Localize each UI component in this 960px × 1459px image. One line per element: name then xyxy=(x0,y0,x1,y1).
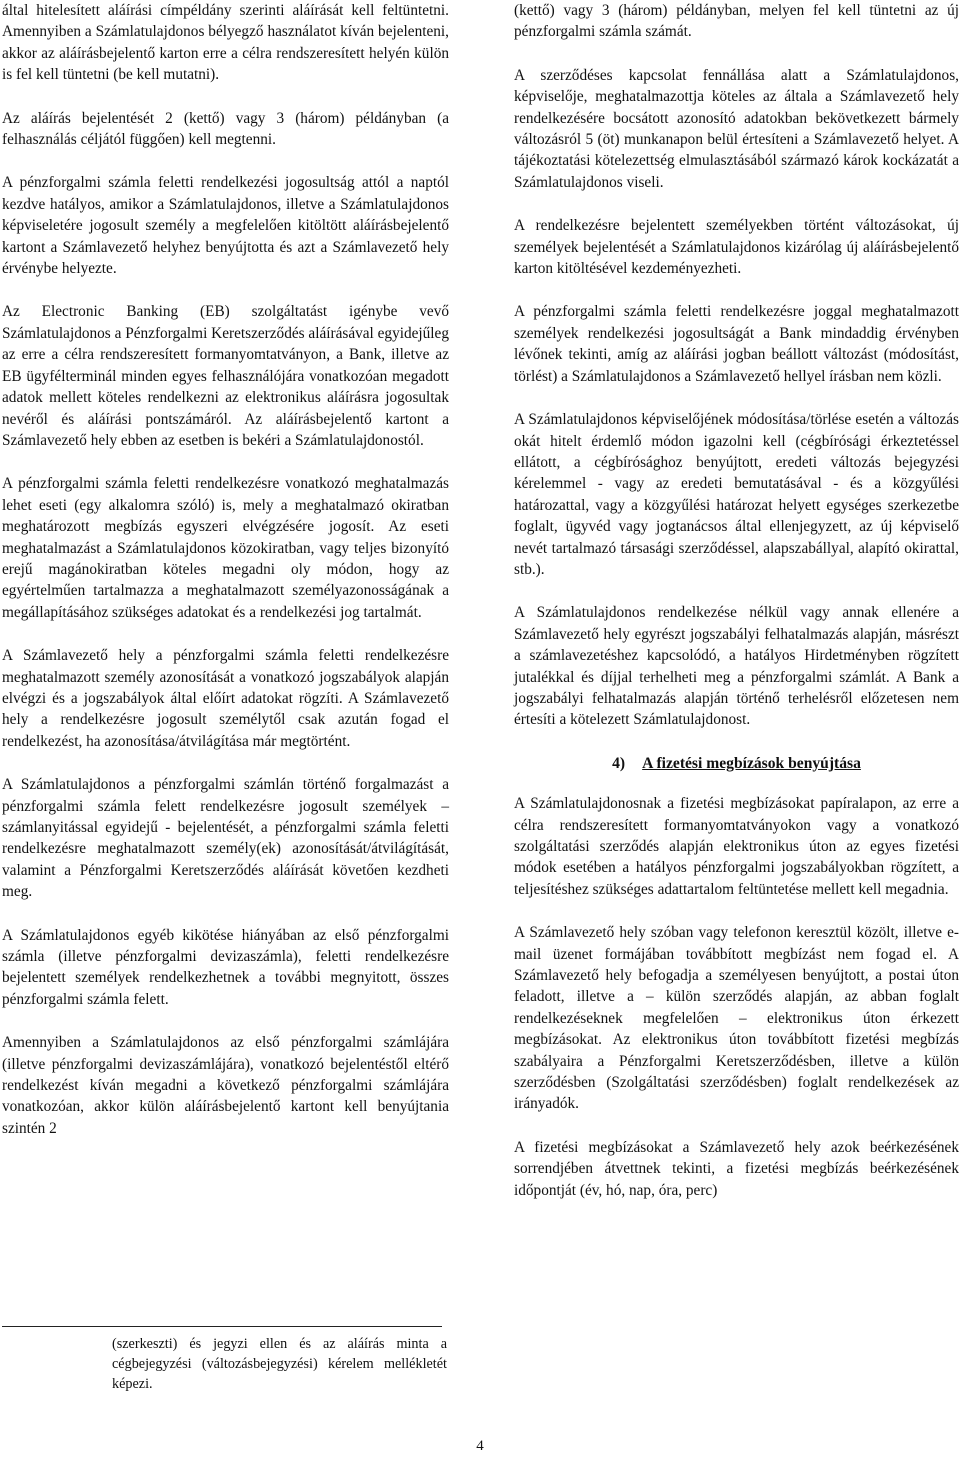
paragraph: A Számlatulajdonos egyéb kikötése hiányában az első pénzforgalmi számla (illetve pénzforgalmi devizaszámla), feletti rendelkezésre bejelentett személyek rendelkezhetnek a további megnyitott, összes pénzforgalmi számla felett. xyxy=(2,926,449,1008)
right-column xyxy=(514,0,959,1223)
footnote: (szerkeszti) és jegyzi ellen és az aláírás minta a cégbejegyzési (változásbejegyzési) kérelem mellékletét képezi. xyxy=(112,1336,447,1392)
paragraph: A pénzforgalmi számla feletti rendelkezésre vonatkozó meghatalmazás lehet eseti (egy alkalomra szóló) is, mely a meghatalmazó okiratban meghatározott megbízás egyszeri elvégzésére jogosít. Az eseti meghatalmazást a Számlatulajdonos közokiratban, vagy teljes bizonyító erejű magánokiratban köteles megadni oly módon, hogy az egyértelműen tartalmazza a meghatalmazott személyazonosságának a megállapításához szükséges adatokat és a rendelkezési jog tartalmát. xyxy=(2,475,449,621)
paragraph: A rendelkezésre bejelentett személyekben történt változásokat, új személyek bejelentését a Számlatulajdonos kizárólag új aláírásbejelentő karton kitöltésével kezdeményezheti. xyxy=(514,217,959,278)
left-column xyxy=(2,0,449,1161)
paragraph: A pénzforgalmi számla feletti rendelkezésre joggal meghatalmazott személyek rendelkezési jogosultságát a Bank mindaddig érvényben lévőnek tekinti, amíg az aláírási jogban beállott változást (módosítást, törlést) a Számlatulajdonos a Számlavezető hellyel írásban nem közli. xyxy=(514,303,959,385)
paragraph: A Számlatulajdonos rendelkezése nélkül vagy annak ellenére a Számlavezető hely egyrészt jogszabályi felhatalmazás alapján, másrészt a számlavezetéshez kapcsolódó, a hatályos Hirdetményben rögzített jutalékkal és díjjal terhelheti meg a pénzforgalmi számlát. A Bank a jogszabályi felhatalmazás alapján történő terhelésről előzetesen nem értesíti a kötelezett Számlatulajdonost. xyxy=(514,604,959,729)
paragraph: Amennyiben a Számlatulajdonos az első pénzforgalmi számlájára (illetve pénzforgalmi devizaszámlájára), vonatkozó bejelentéstől eltérő rendelkezést kíván megadni a következő pénzforgalmi számlájára vonatkozóan, akkor külön aláírásbejelentő kartont kell benyújtania szintén 2 xyxy=(2,1034,449,1137)
paragraph: Az Electronic Banking (EB) szolgáltatást igénybe vevő Számlatulajdonos a Pénzforgalmi Keretszerződés aláírásával egyidejűleg az erre a célra rendszeresített formanyomtatványon, a Bank, illetve az EB ügyfélterminál minden egyes felhasználójára vonatkozóan megadott adatok mellett köteles rendelkezni az elektronikus aláírásra jogosultak nevéről és aláírási pontszámáról. Az aláírásbejelentő kartont a Számlavezető hely ebben az esetben is bekéri a Számlatulajdonostól. xyxy=(2,303,449,449)
paragraph: által hitelesített aláírási címpéldány szerinti aláírását kell feltüntetni. Amennyiben a Számlatulajdonos bélyegző használatot kíván bejelenteni, akkor az aláírásbejelentő karton erre a célra rendszeresített helyén külön is fel kell tüntetni (be kell mutatni). xyxy=(2,2,449,84)
paragraph: A fizetési megbízásokat a Számlavezető hely azok beérkezésének sorrendjében átvettnek tekinti, a fizetési megbízás beérkezésének időpontját (év, hó, nap, óra, perc) xyxy=(514,1138,959,1199)
paragraph: A Számlavezető hely szóban vagy telefonon keresztül közölt, illetve e-mail üzenet formájában továbbított megbízást nem fogad el. A Számlavezető hely befogadja a személyesen benyújtott, a postai úton feladott, illetve a – külön szerződés alapján, az abban foglalt rendelkezéseknek megfelelően – elektronikus úton érkezett megbízásokat. Az elektronikus úton továbbított fizetési megbízás szabályaira a Pénzforgalmi Keretszerződésben, illetve a külön szerződésben (Szolgáltatási szerződésben) foglalt rendelkezések az irányadók. xyxy=(514,924,959,1113)
paragraph: A pénzforgalmi számla feletti rendelkezési jogosultság attól a naptól kezdve hatályos, amikor a Számlatulajdonos, illetve a Számlatulajdonos képviseletére jogosult személy a megfelelően kitöltött aláírásbejelentő kartont a Számlavezető helyhez benyújtotta és azt a Számlavezető hely érvénybe helyezte. xyxy=(2,174,449,278)
paragraph: Az aláírás bejelentését 2 (kettő) vagy 3 (három) példányban (a felhasználás céljától függően) kell megtenni. xyxy=(2,109,449,149)
paragraph: (kettő) vagy 3 (három) példányban, melyen fel kell tüntetni az új pénzforgalmi számla számát. xyxy=(514,2,959,41)
paragraph: A Számlatulajdonos képviselőjének módosítása/törlése esetén a változás okát hitelt érdemlő módon igazolni kell (cégbírósági érkeztetéssel ellátott, a cégbírósághoz benyújtott, eredeti változás bejegyzési kérelemmel - vagy az eredeti bemutatásával - és a közgyűlési határozattal, vagy a közgyűlési határozat helyett egységes szerkezetbe foglalt, ügyvéd vagy jogtanácsos által ellenjegyzett, az új képviselő nevét tartalmazó társasági szerződéssel, alapszabállyal, alapító okirattal, stb.). xyxy=(514,411,959,578)
section-heading xyxy=(514,753,959,774)
section-title: A fizetési megbízások benyújtása xyxy=(642,754,861,772)
paragraph: A Számlatulajdonos a pénzforgalmi számlán történő forgalmazást a pénzforgalmi számla felett rendelkezésre jogosult személyek – számlanyitással egyidejű - bejelentését, a pénzforgalmi számla feletti rendelkezésre meghatalmazott személy(ek) azonosítását/átvilágítását, valamint a Pénzforgalmi Keretszerződés aláírását követően kezdheti meg. xyxy=(2,776,449,901)
paragraph: A Számlatulajdonosnak a fizetési megbízásokat papíralapon, az erre a célra rendszeresített formanyomtatványokon vagy a vonatkozó szolgáltatási szerződés alapján elektronikus úton az egyes fizetési módok esetében a hatályos pénzforgalmi jogszabályokban rögzített, a teljesítéshez szükséges adattartalom feltüntetése mellett kell megadnia. xyxy=(514,795,959,898)
section-number: 4) xyxy=(612,754,626,772)
paragraph: A szerződéses kapcsolat fennállása alatt a Számlatulajdonos, képviselője, meghatalmazottja köteles az általa a Számlavezető hely rendelkezésére bocsátott azonosító adatokban bekövetkezett bármely változásról 5 (öt) munkanapon belül értesíteni a Számlavezető helyet. A tájékoztatási kötelezettség elmulasztásából származó károk kockázatát a Számlatulajdonos viseli. xyxy=(514,66,959,191)
page-number: 4 xyxy=(476,1438,484,1454)
paragraph: A Számlavezető hely a pénzforgalmi számla feletti rendelkezésre meghatalmazott személy azonosítását a vonatkozó jogszabályok alapján elvégzi és a jogszabályok által előírt adatokat rögzíti. A Számlavezető hely a rendelkezésre jogosult személytől csak azután fogad el rendelkezést, ha azonosítása/átvilágítása már megtörtént. xyxy=(2,647,449,750)
footnote-divider xyxy=(2,1326,442,1327)
